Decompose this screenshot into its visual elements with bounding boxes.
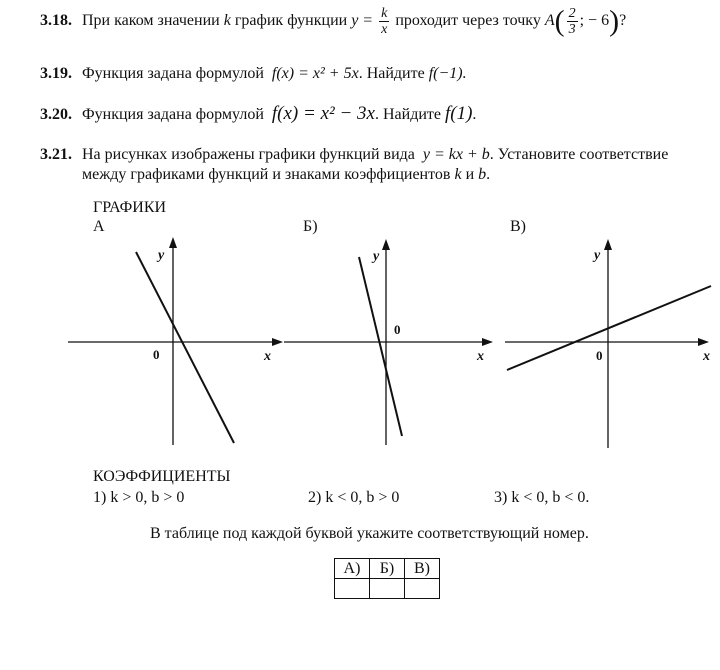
function-form: y = kx + b <box>422 146 490 163</box>
problem-number: 3.20. <box>40 106 72 123</box>
y-axis-label: y <box>158 248 165 263</box>
problem-text: Функция задана формулой <box>82 106 264 123</box>
variable-k: k <box>223 12 231 30</box>
x-axis-label: x <box>477 349 484 364</box>
formula: f(x) = x² + 5x <box>271 65 359 82</box>
y-axis-label: y <box>373 249 380 264</box>
problem-text: проходит через точку <box>395 12 541 30</box>
graph-a-label: А <box>93 218 105 235</box>
function-y-eq: y = <box>351 12 374 30</box>
problem-number: 3.19. <box>40 65 72 82</box>
problem-text: Функция задана формулой <box>82 65 264 82</box>
coefficient-option-2: 2) k < 0, b > 0 <box>308 489 400 506</box>
x-axis-arrow-icon <box>698 338 709 346</box>
x-axis-label: x <box>703 349 710 364</box>
table-header-c: В) <box>405 559 440 579</box>
problem-text: между графиками функций и знаками коэффициентов <box>82 166 451 183</box>
variable-k: k <box>454 166 462 183</box>
instruction-text: В таблице под каждой буквой укажите соответствующий номер. <box>150 525 589 542</box>
point-y: ; − 6 <box>579 12 610 30</box>
y-axis-label: y <box>594 248 601 263</box>
table-header-b: Б) <box>370 559 405 579</box>
problem-text: На рисунках изображены графики функций вида <box>82 146 415 163</box>
table-header-a: А) <box>335 559 370 579</box>
graphs-heading: ГРАФИКИ <box>93 199 167 216</box>
formula: f(x) = x² − 3x <box>271 103 375 124</box>
origin-label: 0 <box>596 348 603 363</box>
problem-text: . Найдите <box>374 106 441 123</box>
conjunction: и <box>465 166 475 183</box>
y-axis-arrow-icon <box>604 239 612 250</box>
variable-b: b <box>478 166 487 183</box>
fraction-numerator: 2 <box>568 6 576 21</box>
find-value: f(1) <box>444 103 473 124</box>
problem-text: график функции <box>234 12 348 30</box>
coefficient-option-3: 3) k < 0, b < 0. <box>494 489 590 506</box>
answer-table <box>334 558 440 599</box>
function-line <box>507 286 711 370</box>
answer-cell-b[interactable] <box>370 579 405 599</box>
problem-number: 3.18. <box>40 12 72 30</box>
find-value: f(−1). <box>428 65 467 82</box>
fraction-denominator: 3 <box>568 22 576 37</box>
coefficients-heading: КОЭФФИЦИЕНТЫ <box>93 468 231 485</box>
graph-b-label: Б) <box>303 218 318 235</box>
period: . <box>486 166 491 183</box>
problem-number: 3.21. <box>40 146 72 163</box>
problem-text: При каком значении <box>82 12 220 30</box>
x-axis-label: x <box>264 349 271 364</box>
question-mark: ? <box>619 12 627 30</box>
origin-label: 0 <box>153 347 160 362</box>
fraction-denominator: x <box>381 22 388 37</box>
problem-text: . Найдите <box>358 65 425 82</box>
origin-label: 0 <box>394 322 401 337</box>
answer-cell-a[interactable] <box>335 579 370 599</box>
answer-cell-c[interactable] <box>405 579 440 599</box>
table-answer-row <box>335 579 440 599</box>
coefficient-option-1: 1) k > 0, b > 0 <box>93 489 185 506</box>
problem-3-18: 3.18. При каком значении k график функции y = $\frac{k}{x}$ проходит через точку A( $\frac{2}{3}$ ; − 6)? <box>40 4 627 38</box>
table-header-row <box>335 559 440 579</box>
period: . <box>472 106 477 123</box>
graph-c-label: В) <box>510 218 526 235</box>
problem-text: . Установите соответствие <box>489 146 669 163</box>
point-name: A <box>544 12 555 30</box>
fraction-numerator: k <box>381 6 388 21</box>
